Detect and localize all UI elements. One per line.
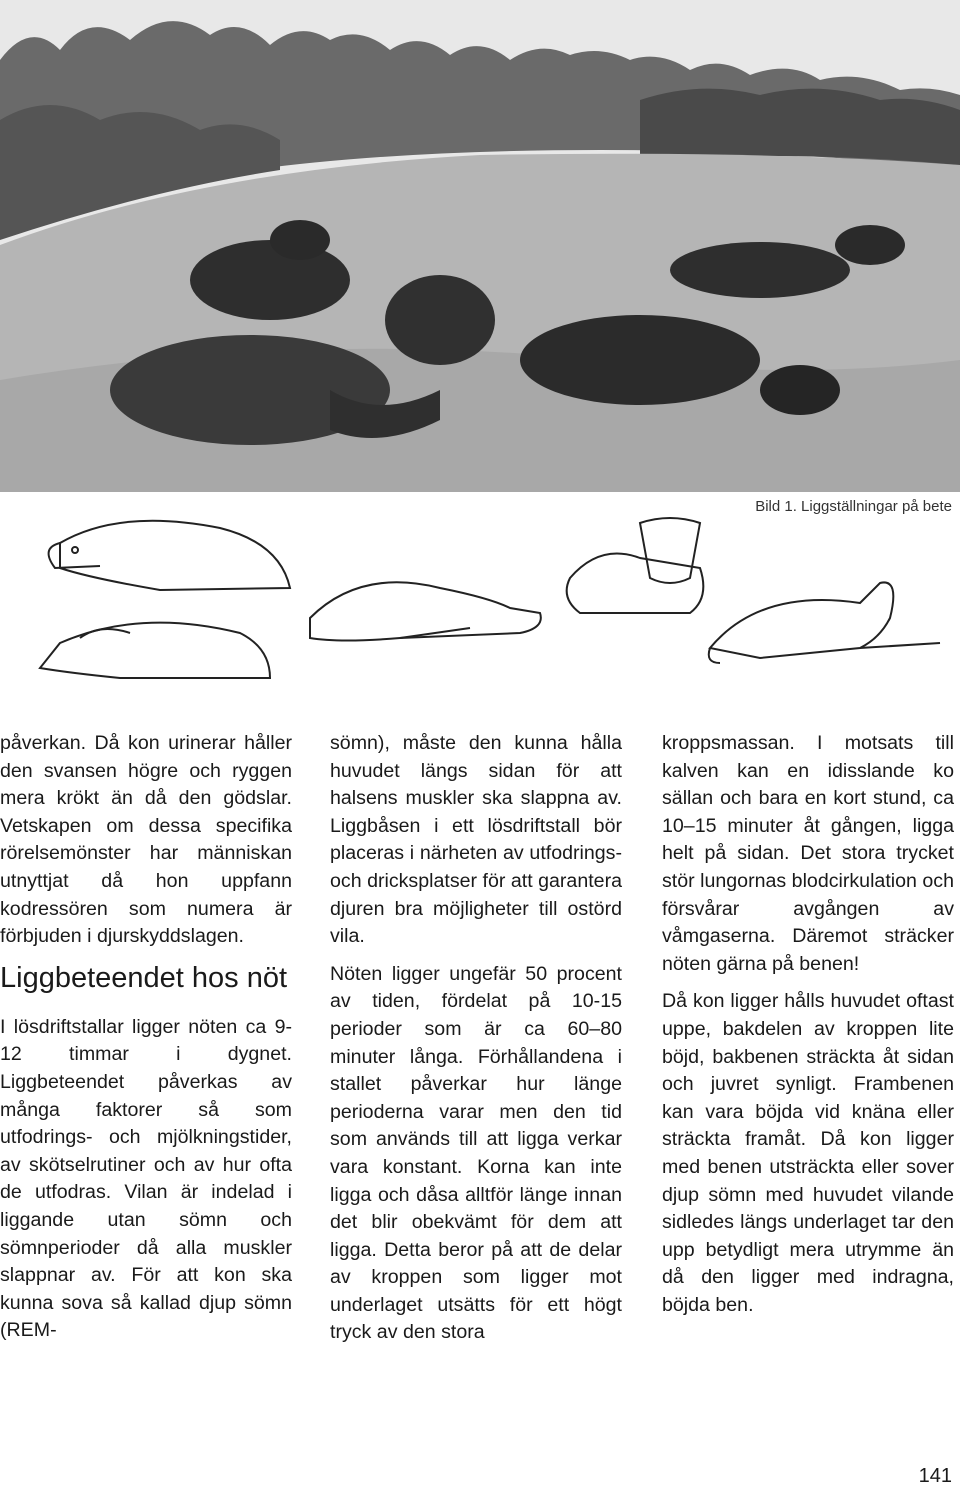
- cow-sketches: [0, 508, 960, 708]
- paragraph: sömn), måste den kunna hålla huvudet längs sidan för att halsens muskler ska slappna av. Liggbåsen i ett lösdriftstall bör placeras i närheten av utfodrings- och dricksplatser för att garantera djuren bra möjligheter till ostörd vila.: [330, 732, 622, 948]
- sketch-cow-1: [49, 521, 290, 590]
- sketch-cow-4: [567, 518, 704, 613]
- text-column-3: [662, 730, 954, 1329]
- paragraph: påverkan. Då kon urinerar håller den svansen högre och ryggen mera krökt än då den gödslar. Vetskapen om dessa specifika rörelsemönster har människan utnyttjat då hon uppfann kodressören som numera är förbjuden i djurskyddslagen.: [0, 732, 292, 948]
- cows-photo-illustration: [0, 0, 960, 492]
- section-heading: Liggbeteendet hos nöt: [0, 961, 288, 994]
- sketch-cow-5: [709, 582, 940, 663]
- figure-caption: Bild 1. Liggställningar på bete: [755, 498, 952, 515]
- text-column-1: [0, 730, 292, 1355]
- sketch-illustration: [0, 508, 960, 708]
- sketch-cow-3: [310, 582, 541, 640]
- text-column-2: [330, 730, 622, 1357]
- paragraph: Nöten ligger ungefär 50 procent av tiden, fördelat på 10-15 perioder som är ca 60–80 minuter långa. Förhållandena i stallet påverkar hur länge perioderna varar men den tid som används till att ligga verkar vara konstant. Korna kan inte ligga och dåsa alltför länge innan det blir obekvämt för dem att ligga. Detta beror på att de delar av kroppen som ligger mot underlaget utsätts för ett högt tryck av den stora: [330, 962, 622, 1344]
- paragraph: I lösdriftstallar ligger nöten ca 9-12 timmar i dygnet. Liggbeteendet påverkas av många faktorer så som utfodrings- och mjölkningstider, av skötselrutiner och av hur ofta de utfodras. Vilan är indelad i liggande utan sömn och sömnperioder då alla muskler slappnar av. För att kon ska kunna sova så kallad djup sömn (REM-: [0, 1015, 292, 1342]
- page-number: 141: [918, 1465, 952, 1487]
- pasture-photo: [0, 0, 960, 492]
- paragraph: kroppsmassan. I motsats till kalven kan en idisslande ko sällan och bara en kort stund, ca 10–15 minuter åt gången, ligga helt på sidan. Det stora trycket stör lungornas blodcirkulation och försvårar avgången av våmgaserna. Däremot sträcker nöten gärna på benen!: [662, 732, 954, 975]
- sketch-cow-2: [40, 623, 270, 678]
- paragraph: Då kon ligger hålls huvudet oftast uppe, bakdelen av kroppen lite böjd, bakbenen sträckta åt sidan och juvret synligt. Frambenen kan vara böjda vid knäna eller sträckta framåt. Då kon ligger med benen utsträckta eller sover djup sömn med huvudet vilande sidledes längs underlaget tar den upp betydligt mera utrymme än då den ligger med indragna, böjda ben.: [662, 990, 954, 1316]
